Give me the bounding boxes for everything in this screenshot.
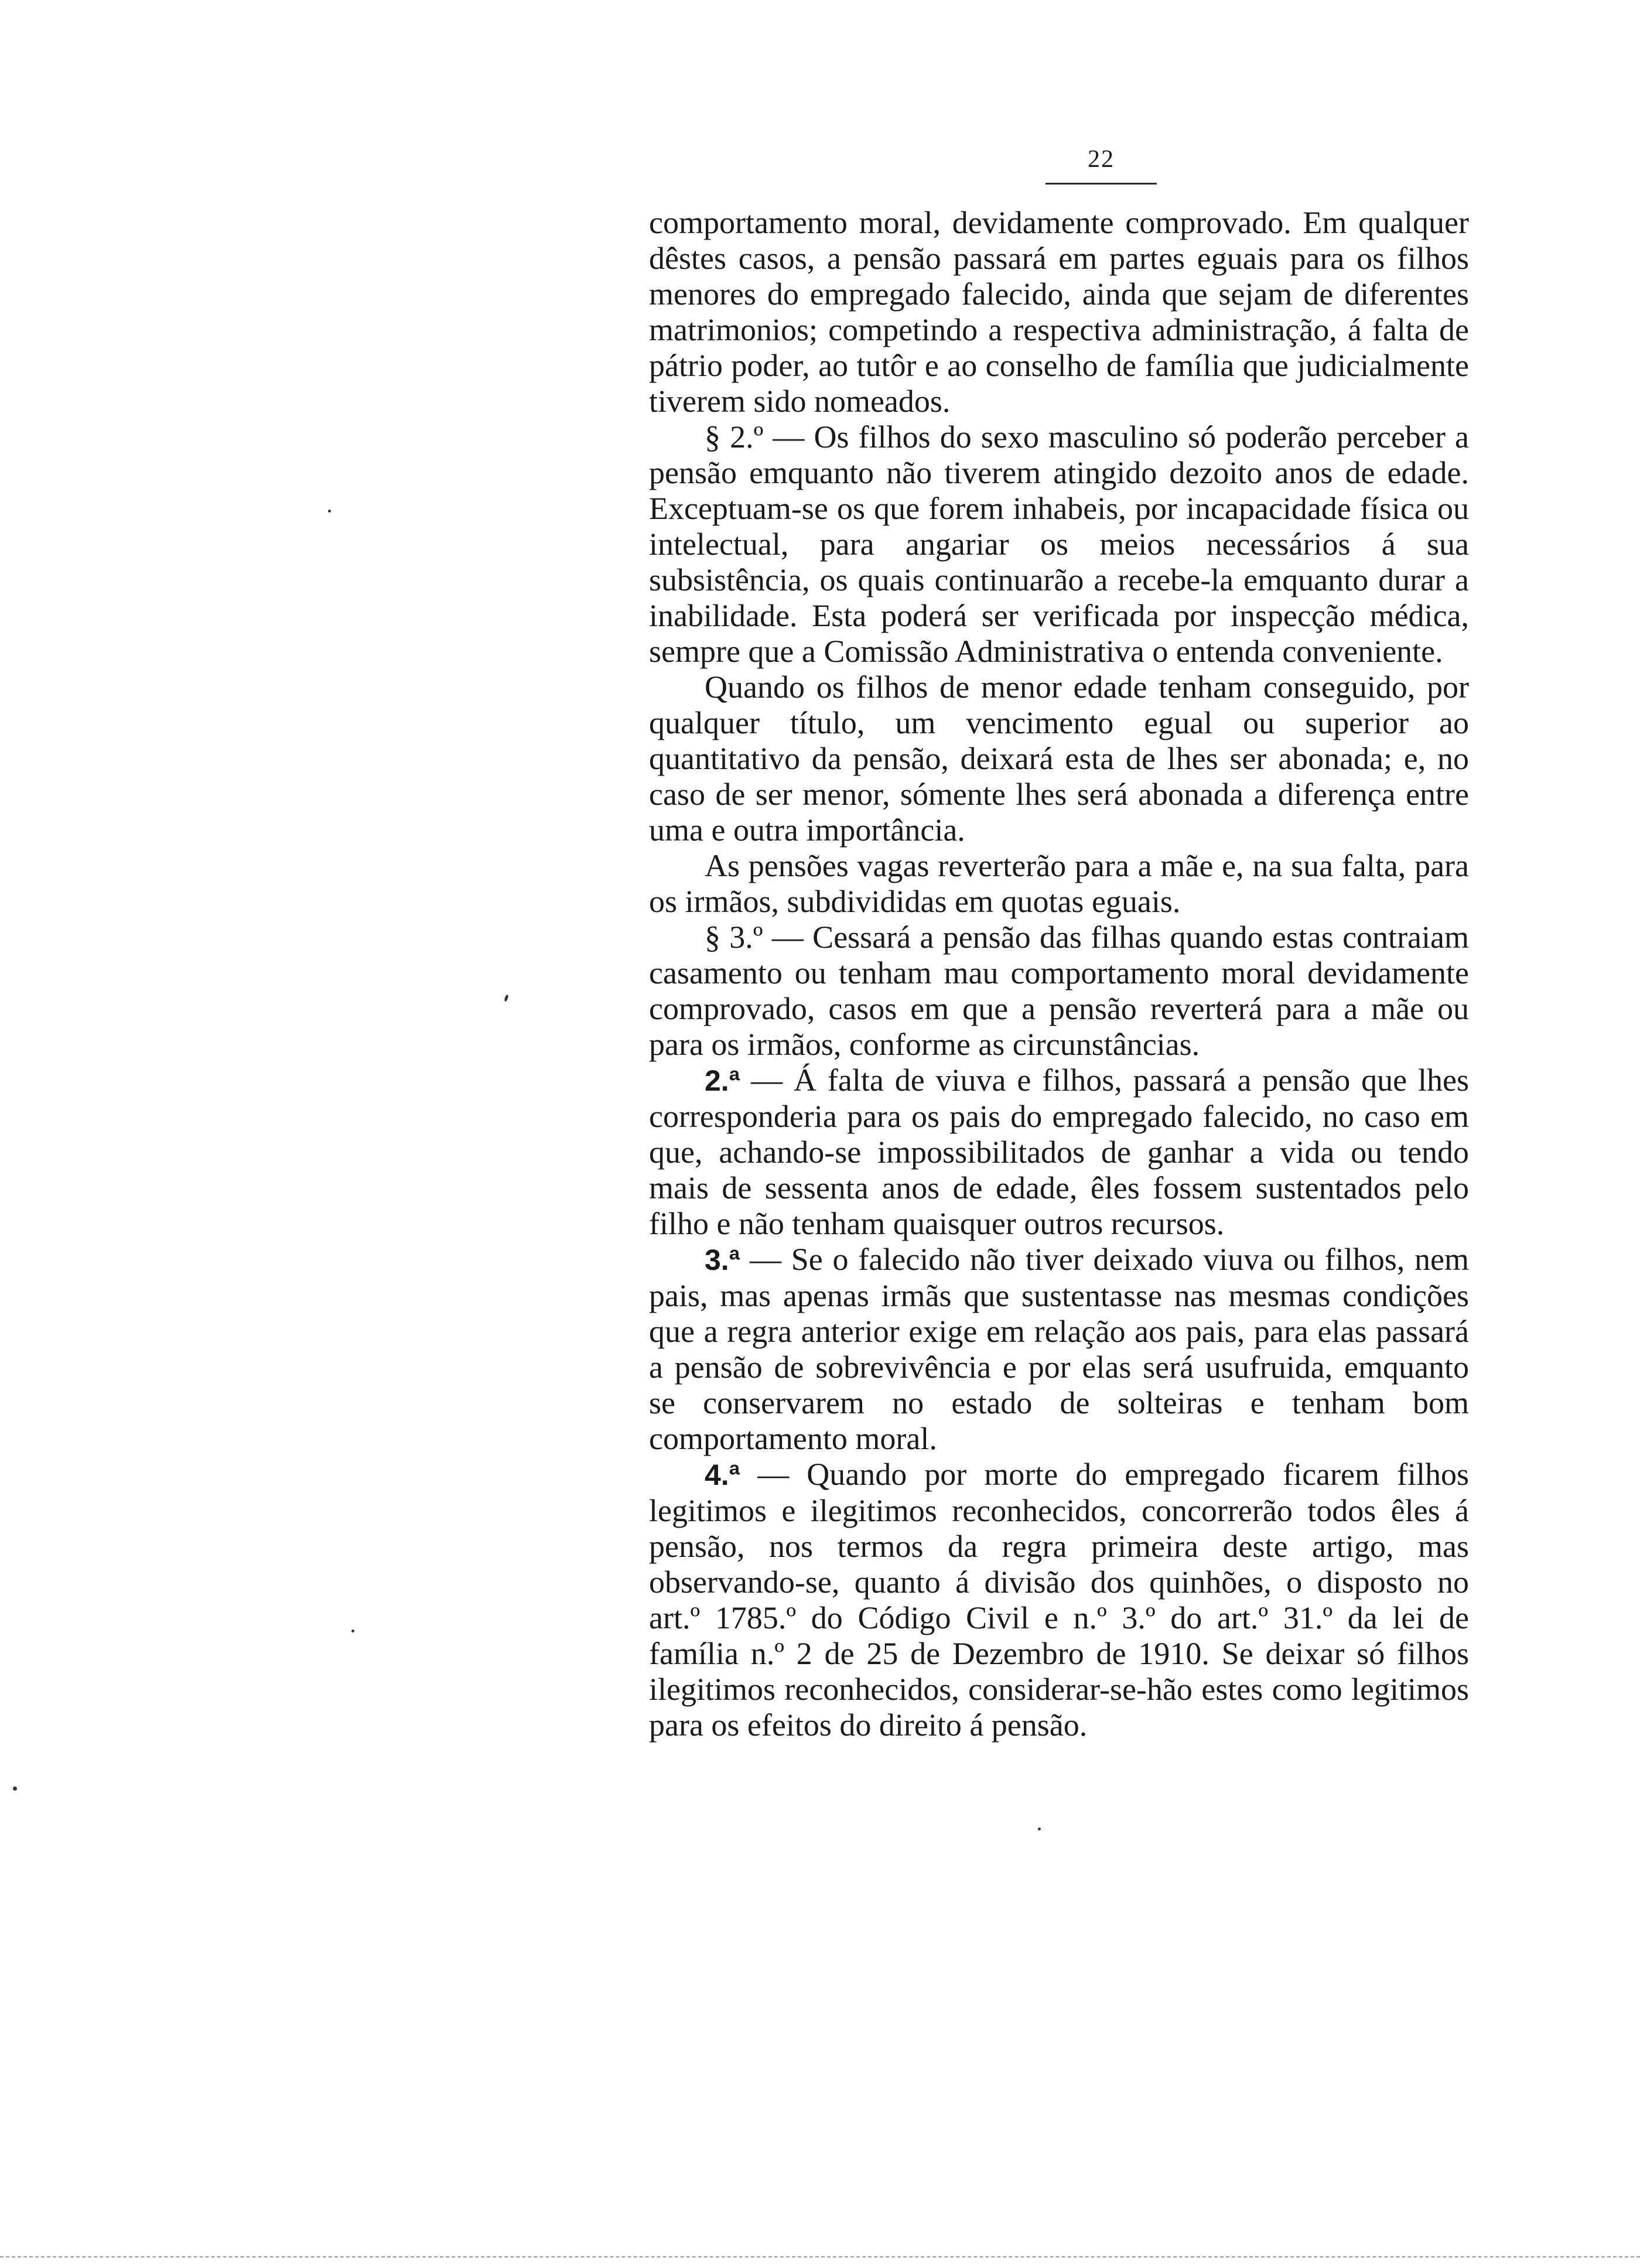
body-text	[649, 205, 1469, 1743]
scan-speck	[1038, 1828, 1041, 1830]
rule-2-number: 2.ª	[705, 1064, 740, 1097]
paragraph-7-text: — Se o falecido não tiver deixado viuva ou filhos, nem pais, mas apenas irmãs que sustentasse nas mesmas condições que a regra anterior exige em relação aos pais, para elas passará a pensão de sobrevivência e por elas será usufruida, emquanto se conservarem no estado de solteiras e tenham bom comportamento moral.	[649, 1242, 1469, 1456]
paragraph-5	[649, 920, 1469, 1063]
page-number: 22	[1088, 146, 1115, 173]
paragraph-1-text: comportamento moral, devidamente comprovado. Em qualquer dêstes casos, a pensão passará em partes eguais para os filhos menores do empregado falecido, ainda que sejam de diferentes matrimonios; competindo a respectiva administração, á falta de pátrio poder, ao tutôr e ao conselho de família que judicialmente tiverem sido nomeados.	[649, 205, 1469, 419]
paragraph-7	[649, 1242, 1469, 1457]
paragraph-5-text: § 3.º — Cessará a pensão das filhas quando estas contraiam casamento ou tenham mau comportamento moral devidamente comprovado, casos em que a pensão reverterá para a mãe ou para os irmãos, conforme as circunstâncias.	[649, 920, 1469, 1062]
paragraph-6-text: — Á falta de viuva e filhos, passará a pensão que lhes corresponderia para os pais do empregado falecido, no caso em que, achando-se impossibilitados de ganhar a vida ou tendo mais de sessenta anos de edade, êles fossem sustentados pelo filho e não tenham quaisquer outros recursos.	[649, 1063, 1469, 1241]
paragraph-3-text: Quando os filhos de menor edade tenham conseguido, por qualquer título, um vencimento egual ou superior ao quantitativo da pensão, deixará esta de lhes ser abonada; e, no caso de ser menor, sómente lhes será abonada a diferença entre uma e outra importância.	[649, 670, 1469, 848]
paragraph-8-text: — Quando por morte do empregado ficarem filhos legitimos e ilegitimos reconhecidos, concorrerão todos êles á pensão, nos termos da regra primeira deste artigo, mas observando-se, quanto á divisão dos quinhões, o disposto no art.º 1785.º do Código Civil e n.º 3.º do art.º 31.º da lei de família n.º 2 de 25 de Dezembro de 1910. Se deixar só filhos ilegitimos reconhecidos, considerar-se-hão estes como legitimos para os efeitos do direito á pensão.	[649, 1457, 1469, 1743]
rule-4-number: 4.ª	[705, 1459, 740, 1491]
page-number-rule	[1046, 183, 1157, 185]
paragraph-1	[649, 205, 1469, 419]
scan-speck	[504, 995, 509, 1002]
paragraph-8	[649, 1457, 1469, 1743]
scan-edge-line	[0, 2256, 1640, 2257]
rule-3-number: 3.ª	[705, 1244, 740, 1276]
scan-speck	[13, 1787, 17, 1791]
paragraph-2-text: § 2.º — Os filhos do sexo masculino só poderão perceber a pensão emquanto não tiverem atingido dezoito anos de edade. Exceptuam-se os que forem inhabeis, por incapacidade física ou intelectual, para angariar os meios necessários á sua subsistência, os quais continuarão a recebe-la emquanto durar a inabilidade. Esta poderá ser verificada por inspecção médica, sempre que a Comissão Administrativa o entenda conveniente.	[649, 419, 1469, 669]
paragraph-2	[649, 419, 1469, 670]
scan-speck	[328, 510, 331, 513]
scan-speck	[351, 1630, 354, 1632]
paragraph-6	[649, 1063, 1469, 1242]
paragraph-4	[649, 848, 1469, 920]
paragraph-4-text: As pensões vagas reverterão para a mãe e, na sua falta, para os irmãos, subdivididas em quotas eguais.	[649, 848, 1469, 919]
paragraph-3	[649, 670, 1469, 848]
